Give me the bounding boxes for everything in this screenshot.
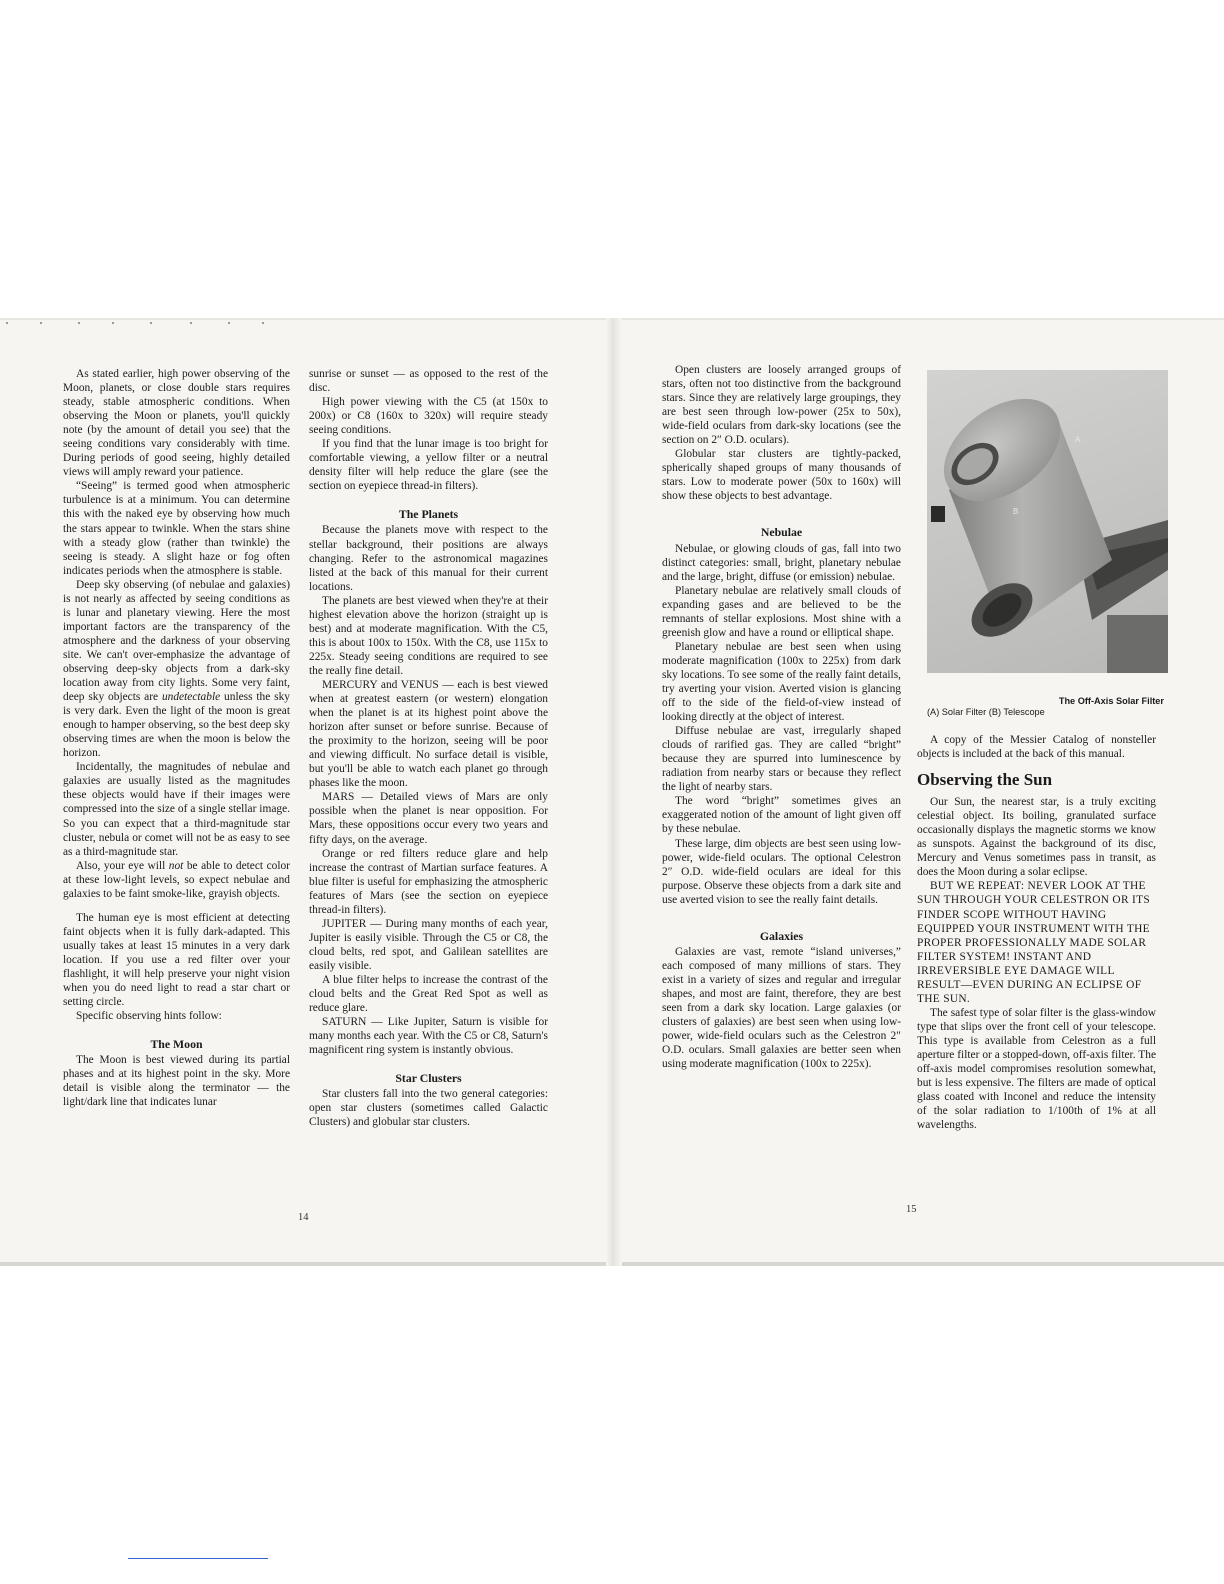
paragraph: Globular star clusters are tightly-packed, spherically shaped groups of many thousands of stars. Low to moderate power (50x to 160x) will show these objects to best advantage. xyxy=(662,448,901,503)
caption-title: The Off-Axis Solar Filter xyxy=(1058,696,1164,706)
label-b: B xyxy=(1013,507,1019,516)
paragraph: Also, your eye will not be able to detect color at these low-light levels, so expect nebulae and galaxies to be faint smoke-like, grayish objects. xyxy=(63,859,290,900)
paragraph: The human eye is most efficient at detecting faint objects when it is fully dark-adapted. This usually takes at least 15 minutes in a very dark location. If you use a red filter over your flashlight, it will help preserve your night vision when you do need light to read a star chart or setting circle. xyxy=(63,911,290,1009)
emphasis: not xyxy=(168,859,184,872)
page-number-right: 15 xyxy=(906,1204,917,1215)
section-heading-moon: The Moon xyxy=(150,1037,203,1052)
paragraph: Specific observing hints follow: xyxy=(76,1010,222,1023)
right-page-column-2 xyxy=(917,733,1156,1132)
link-underline xyxy=(128,1558,268,1559)
paragraph: The safest type of solar filter is the glass-window type that slips over the front cell of your telescope. This type is available from Celestron as a full aperture filter or a stopped-down, off-axis filter. The off-axis model compromises resolution somewhat, but is less expensive. The filters are made of optical glass coated with Inconel and reduce the intensity of the solar radiation to 1/100th of 1% at all wavelengths. xyxy=(917,1006,1156,1132)
emphasis: undetectable xyxy=(161,691,221,704)
caption-text: (A) Solar Filter (B) Telescope xyxy=(927,707,1045,717)
paragraph: High power viewing with the C5 (at 150x to 200x) or C8 (160x to 320x) will require steady seeing conditions. xyxy=(309,396,548,437)
section-heading-star-clusters: Star Clusters xyxy=(395,1071,462,1086)
paragraph: The word “bright” sometimes gives an exaggerated notion of the amount of light given off by these nebulae. xyxy=(662,795,901,836)
paragraph: “Seeing” is termed good when atmospheric turbulence is at a minimum. You can determine this with the naked eye by observing how much the stars appear to twinkle. When the stars shine with a steady glow (rather than twinkle) the seeing is steady. A slight haze or fog often indicates periods when the atmosphere is stable. xyxy=(63,480,290,577)
paragraph: Orange or red filters reduce glare and help increase the contrast of Martian surface features. A blue filter is useful for emphasizing the atmospheric features of Mars (see the section on eyepiece thread-in filters). xyxy=(309,847,548,916)
paragraph: sunrise or sunset — as opposed to the rest of the disc. xyxy=(309,368,548,395)
paragraph: A blue filter helps to increase the contrast of the cloud belts and the Great Red Spot as well as reduce glare. xyxy=(309,973,548,1015)
figure-caption xyxy=(927,696,1168,718)
section-heading-galaxies: Galaxies xyxy=(759,928,804,943)
left-page-column-2 xyxy=(309,367,548,1129)
paragraph: The Moon is best viewed during its partial phases and at its highest point in the sky. More detail is visible along the terminator — the light/dark line that indicates lunar xyxy=(63,1054,290,1109)
page-gutter xyxy=(606,318,622,1266)
section-heading-nebulae: Nebulae xyxy=(760,525,803,540)
paragraph: Deep sky observing (of nebulae and galaxies) is not nearly as affected by seeing conditions as is lunar and planetary viewing. Here the most important factors are the transparency of the atmosphere and the darkness of your observing site. We can't over-emphasize the advantage of observing deep-sky objects from a dark-sky location away from city lights. Some very faint, deep sky objects are undetectable unless the sky is very dark. Even the light of the moon is great enough to hamper observing, so the best deep sky observing times are when the moon is below the horizon. xyxy=(63,578,290,760)
paragraph: As stated earlier, high power observing of the Moon, planets, or close double stars requires steady, stable atmospheric conditions. When observing the Moon or planets, you'll quickly note (by the amount of detail you see) that the seeing conditions vary considerably with time. During periods of good seeing, highly detailed views will amply reward your patience. xyxy=(63,368,290,479)
paragraph: Star clusters fall into the two general categories: open star clusters (sometimes called Galactic Clusters) and globular star clusters. xyxy=(309,1088,548,1129)
section-heading-observing-the-sun: Observing the Sun xyxy=(917,770,1053,790)
right-page-column-1 xyxy=(662,363,901,1071)
paragraph: Nebulae, or glowing clouds of gas, fall into two distinct categories: small, bright, planetary nebulae and the large, bright, diffuse (or emission) nebulae. xyxy=(662,542,901,583)
warning-paragraph: BUT WE REPEAT: NEVER LOOK AT THE SUN THROUGH YOUR CELESTRON OR ITS FINDER SCOPE WITHOUT HAVING EQUIPPED YOUR INSTRUMENT WITH THE PROPER PROFESSIONALLY MADE SOLAR FILTER SYSTEM! INSTANT AND IRREVERSIBLE EYE DAMAGE WILL RESULT—EVEN DURING AN ECLIPSE OF THE SUN. xyxy=(917,880,1150,1005)
paragraph: Open clusters are loosely arranged groups of stars, often not too distinctive from the background stars. Since they are relatively large groupings, they are best seen through low-power (25x to 50x), wide-field oculars from dark-sky locations (see the section on 2″ O.D. oculars). xyxy=(662,364,901,447)
left-page-column-1 xyxy=(63,367,290,1109)
paragraph: The planets are best viewed when they're at their highest elevation above the horizon (straight up is best) and at moderate magnification. With the C5, this is about 100x to 150x. With the C8, use 115x to 225x. Steady seeing conditions are required to see the really fine detail. xyxy=(309,594,548,677)
paragraph: Because the planets move with respect to the stellar background, their positions are always changing. Refer to the astronomical magazines listed at the back of this manual for their current locations. xyxy=(309,524,548,593)
paragraph: Incidentally, the magnitudes of nebulae and galaxies are usually listed as the magnitudes these objects would have if their images were compressed into the size of a single stellar image. So you can expect that a third-magnitude star cluster, nebula or comet will not be as easy to see as a third-magnitude star. xyxy=(63,761,290,858)
paragraph: Planetary nebulae are relatively small clouds of expanding gases and are believed to be the remnants of stellar explosions. Most shine with a greenish glow and have a round or elliptical shape. xyxy=(662,584,901,639)
telescope-illustration xyxy=(927,370,1168,673)
paragraph: These large, dim objects are best seen using low-power, wide-field oculars. The optional Celestron 2″ O.D. wide-field oculars are ideal for this purpose. Observe these objects from a dark site and use averted vision to see the really faint details. xyxy=(662,837,901,906)
paragraph: Diffuse nebulae are vast, irregularly shaped clouds of rarified gas. They are called “bright” because they are spurred into luminescence by radiation from nearby stars or because they reflect the light of nearby stars. xyxy=(662,725,901,794)
paragraph: SATURN — Like Jupiter, Saturn is visible for many months each year. With the C5 or C8, Saturn's magnificent ring system is instantly obvious. xyxy=(309,1016,548,1057)
section-heading-planets: The Planets xyxy=(398,507,459,522)
paragraph: MERCURY and VENUS — each is best viewed when at greatest eastern (or western) elongation when the planet is at its highest point above the horizon after sunset or before sunrise. Because of the proximity to the horizon, seeing will be poor and viewing difficult. No surface detail is visible, but you'll be able to watch each planet go through phases like the moon. xyxy=(309,678,548,790)
paragraph: A copy of the Messier Catalog of nonsteller objects is included at the back of this manual. xyxy=(917,734,1156,761)
paragraph: Our Sun, the nearest star, is a truly exciting celestial object. Its boiling, granulated surface occasionally displays the magnetic storms we know as sunspots. Against the background of its disc, Mercury and Venus sometimes pass in transit, as does the Moon during a solar eclipse. xyxy=(917,796,1156,879)
scan-specks xyxy=(0,322,280,328)
paragraph: MARS — Detailed views of Mars are only possible when the planet is near opposition. For Mars, these oppositions occur every two years and fifty days, on the average. xyxy=(309,791,548,846)
paragraph: Galaxies are vast, remote “island universes,” each composed of many millions of stars. They exist in a variety of sizes and regular and irregular shapes, and most are faint, therefore, they are best seen from a dark sky location. Large galaxies (or clusters of galaxies) are best seen when using low-power, wide-field oculars such as the Celestron 2″ O.D. oculars. Small galaxies are better seen when using moderate magnification (100x to 225x). xyxy=(662,945,901,1071)
solar-filter-photo xyxy=(927,370,1168,673)
paragraph: Planetary nebulae are best seen when using moderate magnification (100x to 225x) from dark sky locations. To see some of the really faint details, try averting your vision. Averted vision is glancing off to the side of the field-of-view instead of looking directly at the object of interest. xyxy=(662,640,901,724)
label-a: A xyxy=(1075,435,1081,444)
paragraph: JUPITER — During many months of each year, Jupiter is easily visible. Through the C5 or C8, the cloud belts, red spot, and Galilean satellites are easily visible. xyxy=(309,917,548,972)
page-number-left: 14 xyxy=(298,1212,309,1223)
paragraph: If you find that the lunar image is too bright for comfortable viewing, a yellow filter or a neutral density filter will help reduce the glare (see the section on eyepiece thread-in filters). xyxy=(309,438,548,493)
